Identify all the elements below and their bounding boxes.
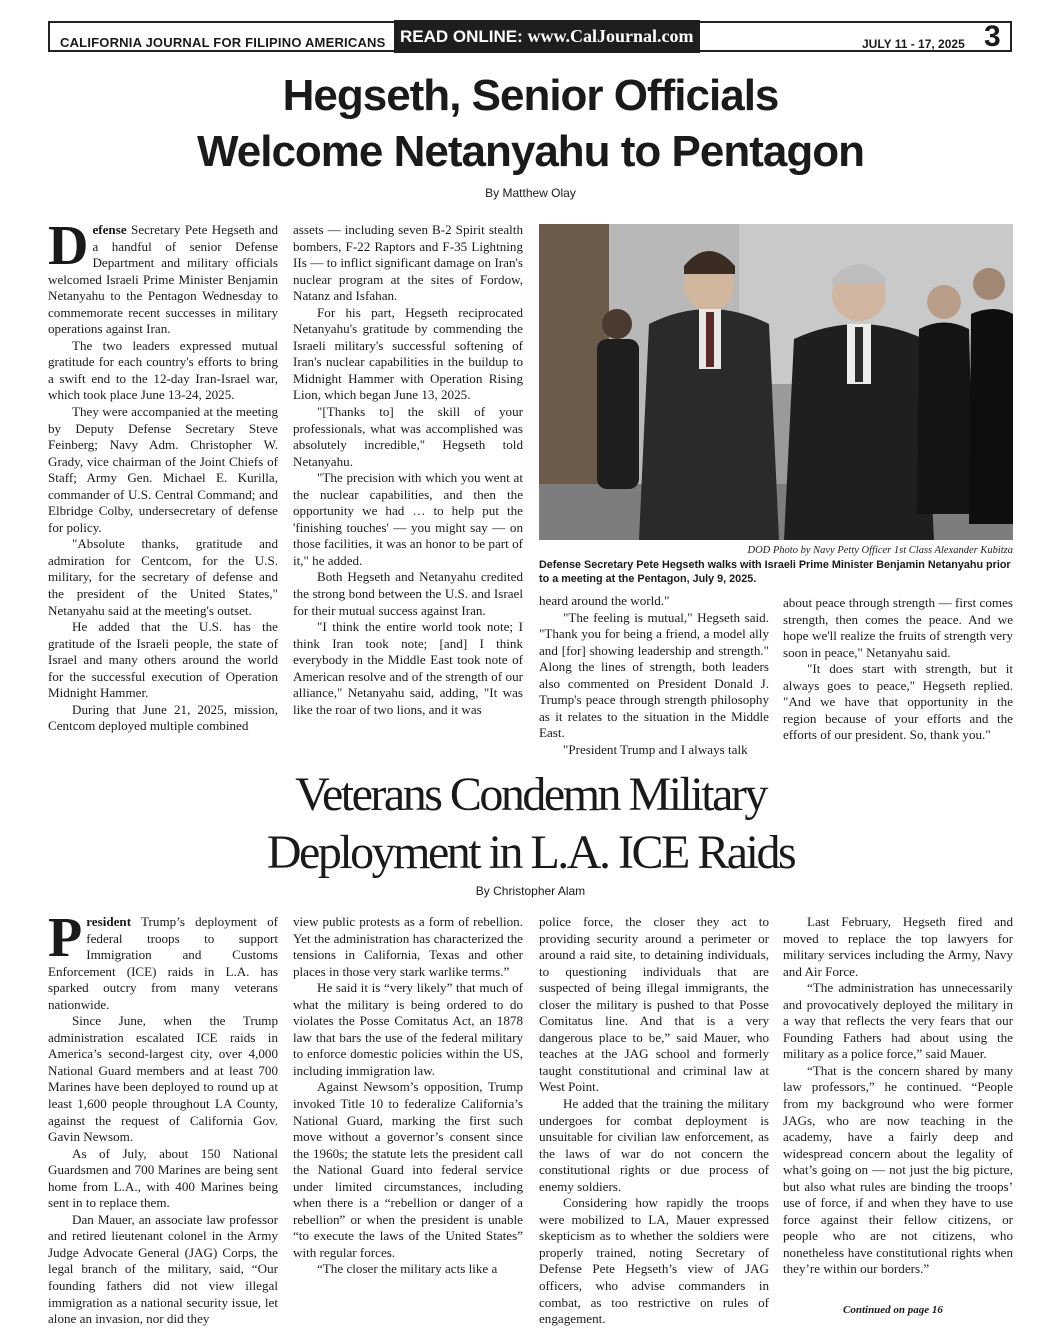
photo-illustration bbox=[539, 224, 1013, 540]
article2-paragraph: He said it is “very likely” that much of what the military is being ordered to do violates the Posse Comitatus Act, an 1878 law that bars the use of the federal military to enforce domestic policies within the US, including immigration law. bbox=[293, 980, 523, 1078]
article1-paragraph: Defense Secretary Pete Hegseth and a handful of senior Defense Department and military officials welcomed Israeli Prime Minister Benjamin Netanyahu to the Pentagon Wednesday to commemorate recent successes in military operations against Iran. bbox=[48, 215, 278, 337]
page-number: 3 bbox=[984, 20, 1001, 53]
article1-column-4 bbox=[783, 595, 1013, 744]
article2-paragraph: police force, the closer they act to providing security around a perimeter or around a raid site, to detaining individuals, to questioning individuals that are suspected of being illegal immigrants, the closer the military is pushed to that Posse Comitatus line. And that is a very dangerous place to be,” said Mauer, who teaches at the JAG school and formerly taught constitutional and criminal law at West Point. bbox=[539, 914, 769, 1095]
continued-on-link[interactable]: Continued on page 16 bbox=[843, 1304, 943, 1316]
article1-dropcap: D bbox=[48, 215, 89, 277]
article1-paragraph: "The precision with which you went at the nuclear capabilities, and then the opportunity we had … to help put the 'finishing touches' — you might say — on those facilities, it was an honor to be part of it," he added. bbox=[293, 470, 523, 568]
article2-paragraph: Dan Mauer, an associate law professor and retired lieutenant colonel in the Army Judge Advocate General (JAG) Corps, the legal branch of the military, said, “Our founding fathers did not view illegal immigration as a national security issue, let alone an invasion, nor did they bbox=[48, 1211, 278, 1327]
article1-paragraph: During that June 21, 2025, mission, Centcom deployed multiple combined bbox=[48, 701, 278, 734]
article2-paragraph: “That is the concern shared by many law professors,” he continued. “People from my background who were former JAGs, who are now teaching in the academy, have a fairly deep and widespread concern about the legality of what’s going on — not just the big picture, but also what rules are binding the troops’ use of force, if and when they have to use force against their fellow citizens, or people who are not citizens, who nonetheless have constitutional rights when they’re within our borders.” bbox=[783, 1062, 1013, 1277]
article2-paragraph: He added that the training the military undergoes for combat deployment is unsuitable for civilian law enforcement, as the laws of war do not concern the constitutional rights or due process of enemy soldiers. bbox=[539, 1096, 769, 1194]
article1-paragraph: assets — including seven B-2 Spirit stealth bombers, F-22 Raptors and F-35 Lightning IIs — to inflict significant damage on Iran's nuclear program at the sites of Fordow, Natanz and Isfahan. bbox=[293, 222, 523, 304]
article1-paragraph: The two leaders expressed mutual gratitude for each country's efforts to bring a swift end to the 12-day Iran-Israel war, which took place June 13-24, 2025. bbox=[48, 337, 278, 403]
article1-byline: By Matthew Olay bbox=[485, 186, 576, 200]
article1-column-2 bbox=[293, 222, 523, 718]
article1-paragraph: "President Trump and I always talk bbox=[563, 741, 748, 757]
article2-lead-word: resident bbox=[86, 914, 132, 929]
article1-paragraph: "Absolute thanks, gratitude and admiration for Centcom, for the U.S. military, for the secretary of defense and the president of the United States," Netanyahu said at the meeting's outset. bbox=[48, 536, 278, 618]
article2-paragraph: “The administration has unnecessarily and provocatively deployed the military in a way that reflects the very fears that our Founding Fathers had about using the military as a police force,” said Mauer. bbox=[783, 980, 1013, 1062]
article1-paragraph: They were accompanied at the meeting by Deputy Defense Secretary Steve Feinberg; Navy Adm. Christopher W. Grady, vice chairman of the Joint Chiefs of Staff; Army Gen. Michael E. Kurilla, commander of U.S. Central Command; and Elbridge Colby, undersecretary of defense for policy. bbox=[48, 404, 278, 535]
article1-photo-credit: DOD Photo by Navy Petty Officer 1st Class Alexander Kubitza bbox=[747, 545, 1013, 556]
article1-photo bbox=[539, 224, 1013, 540]
article2-column-4 bbox=[783, 914, 1013, 1278]
article1-lead-word: efense bbox=[92, 222, 127, 237]
article2-column-2 bbox=[293, 914, 523, 1278]
article2-paragraph: Against Newsom’s opposition, Trump invoked Title 10 to federalize California’s National Guard, marking the first such move without a governor’s consent since the 1960s; the statute lets the president call the National Guard into federal service under limited circumstances, including when there is a “rebellion or danger of a rebellion” or when the president is unable “to execute the laws of the United States” with regular forces. bbox=[293, 1079, 523, 1260]
article2-paragraph: Since June, when the Trump administration escalated ICE raids in America’s second-largest city, over 4,000 National Guard members and at least 700 Marines have been deployed to round up at least 1,600 people throughout LA County, against the request of California Gov. Gavin Newsom. bbox=[48, 1013, 278, 1145]
article1-paragraph: "[Thanks to] the skill of your professionals, what was accomplished was absolutely incredible," Hegseth told Netanyahu. bbox=[293, 404, 523, 469]
article1-paragraph: heard around the world." bbox=[539, 593, 670, 608]
article1-paragraph: For his part, Hegseth reciprocated Netanyahu's gratitude by commending the Israeli military's successful softening of Iran's nuclear capabilities in the buildup to Midnight Hammer with Operation Rising Lion, which began June 13, 2025. bbox=[293, 304, 523, 403]
article1-paragraph: "I think the entire world took note; I think Iran took note; [and] I think everybody in the Middle East took note of American resolve and of the strength of our alliance," Netanyahu said, adding, "It was like the roar of two lions, and it was bbox=[293, 619, 523, 717]
article2-headline-line2: Deployment in L.A. ICE Raids bbox=[266, 826, 795, 879]
article2-paragraph: As of July, about 150 National Guardsmen and 700 Marines are being sent home from L.A., with 400 Marines being sent in to replace them. bbox=[48, 1145, 278, 1211]
article1-column-3 bbox=[539, 593, 769, 758]
read-online-banner[interactable] bbox=[394, 20, 700, 53]
article2-column-1 bbox=[48, 907, 278, 1328]
article1-paragraph: about peace through strength — first comes strength, then comes the peace. And we hope we'll realize the fruits of strength very soon in peace," Netanyahu said. bbox=[783, 595, 1013, 660]
article1-paragraph: Both Hegseth and Netanyahu credited the strong bond between the U.S. and Israel for their mutual success against Iran. bbox=[293, 569, 523, 618]
article1-paragraph: "It does start with strength, but it always goes to peace," Hegseth replied. "And we have that opportunity in the region because of your efforts and the efforts of our president. So, thank you." bbox=[783, 661, 1013, 743]
article2-paragraph: Last February, Hegseth fired and moved to replace the top lawyers for military services including the Army, Navy and Air Force. bbox=[783, 914, 1013, 979]
read-online-label: READ ONLINE: bbox=[400, 27, 523, 46]
article2-byline: By Christopher Alam bbox=[475, 884, 586, 898]
article2-headline-line1: Veterans Condemn Military bbox=[295, 768, 766, 821]
article1-column-1 bbox=[48, 215, 278, 735]
article2-paragraph: Considering how rapidly the troops were mobilized to LA, Mauer expressed skepticism as to whether the soldiers were properly trained, noting Secretary of Defense Pete Hegseth’s view of JAG officers, who advise commanders in combat, as too restrictive on rules of engagement. bbox=[539, 1195, 769, 1327]
publication-name: CALIFORNIA JOURNAL FOR FILIPINO AMERICANS bbox=[60, 35, 386, 50]
article1-paragraph: He added that the U.S. has the gratitude of the Israeli people, the state of Israel and many others around the world for the successful execution of Operation Midnight Hammer. bbox=[48, 619, 278, 701]
article1-headline-line2: Welcome Netanyahu to Pentagon bbox=[197, 127, 864, 176]
article2-paragraph: view public protests as a form of rebellion. Yet the administration has characterized the tensions in California, Texas and other places in those very stark warlike terms.” bbox=[293, 914, 523, 979]
article1-headline-line1: Hegseth, Senior Officials bbox=[282, 71, 779, 120]
read-online-url[interactable]: www.CalJournal.com bbox=[527, 26, 694, 46]
article2-paragraph: President Trump’s deployment of federal troops to support Immigration and Customs Enforcement (ICE) raids in L.A. has sparked outcry from many veterans nationwide. bbox=[48, 907, 278, 1012]
article1-paragraph: "The feeling is mutual," Hegseth said. "Thank you for being a friend, a model ally and [for] showing leadership and strength." Along the lines of strength, both leaders also commented on President Donald J. Trump's peace through strength philosophy as it relates to the situation in the Middle East. bbox=[539, 609, 769, 741]
article2-dropcap: P bbox=[48, 907, 83, 969]
issue-date: JULY 11 - 17, 2025 bbox=[862, 37, 965, 51]
article1-photo-caption: Defense Secretary Pete Hegseth walks with Israeli Prime Minister Benjamin Netanyahu prior to a meeting at the Pentagon, July 9, 2025. bbox=[539, 559, 1011, 585]
article2-paragraph: “The closer the military acts like a bbox=[317, 1261, 498, 1277]
article2-column-3 bbox=[539, 914, 769, 1328]
